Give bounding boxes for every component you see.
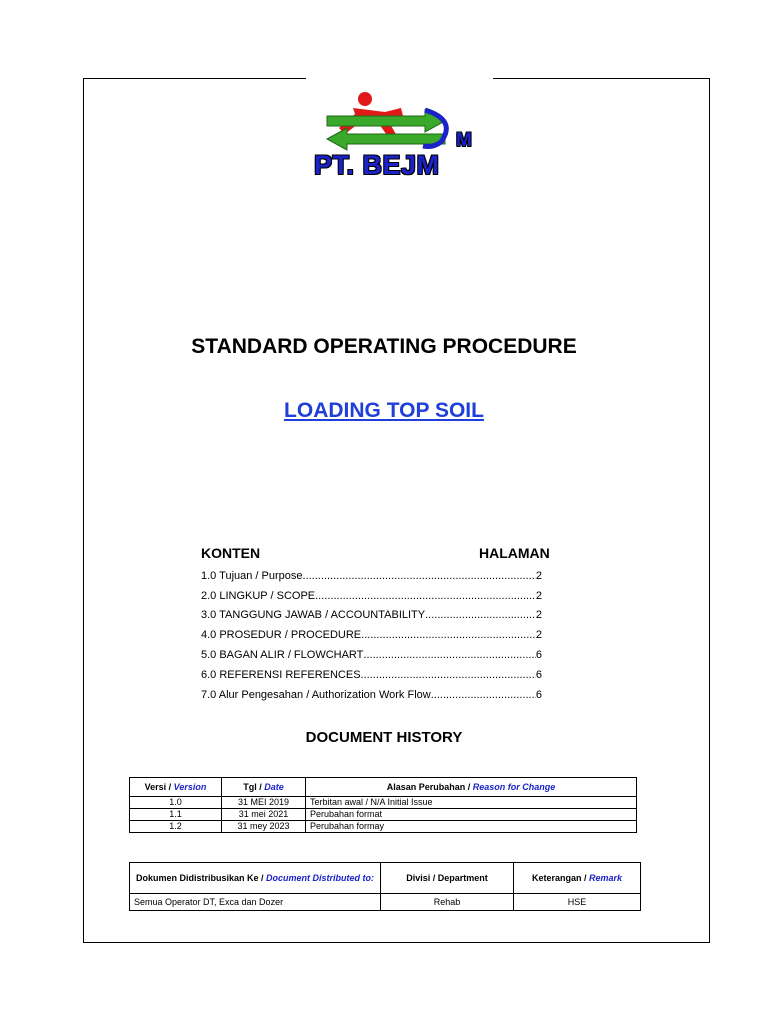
distribution-table [129, 862, 641, 911]
division-cell: Rehab [381, 894, 514, 911]
date-cell: 31 mei 2021 [222, 809, 306, 821]
col-distributed-to-header: Dokumen Didistribusikan Ke / Document Distributed to: [130, 863, 381, 894]
logo-mark: M [456, 130, 472, 151]
logo-figure-head [358, 92, 372, 106]
toc-item[interactable]: 7.0 Alur Pengesahan / Authorization Work Flow ..... 6 [201, 685, 542, 705]
reason-cell: Perubahan format [306, 809, 637, 821]
col-division-header: Divisi / Department [381, 863, 514, 894]
table-row [130, 797, 637, 809]
border-gap [306, 74, 493, 82]
toc-item[interactable]: 3.0 TANGGUNG JAWAB / ACCOUNTABILITY ..... 2 [201, 606, 542, 626]
toc-item[interactable]: 2.0 LINGKUP / SCOPE ..... 2 [201, 586, 542, 606]
toc-item[interactable]: 1.0 Tujuan / Purpose ..... 2 [201, 566, 542, 586]
date-cell: 31 mey 2023 [222, 821, 306, 833]
version-cell: 1.0 [130, 797, 222, 809]
remark-cell: HSE [514, 894, 641, 911]
document-subtitle[interactable]: LOADING TOP SOIL [284, 399, 484, 422]
document-title: STANDARD OPERATING PROCEDURE [191, 335, 577, 358]
version-cell: 1.2 [130, 821, 222, 833]
distributed-to-cell: Semua Operator DT, Exca dan Dozer [130, 894, 381, 911]
toc-item[interactable]: 6.0 REFERENSI REFERENCES ..... 6 [201, 665, 542, 685]
col-remark-header: Keterangan / Remark [514, 863, 641, 894]
toc-item[interactable]: 4.0 PROSEDUR / PROCEDURE ..... 2 [201, 625, 542, 645]
toc-item[interactable]: 5.0 BAGAN ALIR / FLOWCHART ..... 6 [201, 645, 542, 665]
col-date-header: Tgl / Date [222, 778, 306, 797]
history-title: DOCUMENT HISTORY [305, 729, 463, 746]
col-reason-header: Alasan Perubahan / Reason for Change [306, 778, 637, 797]
date-cell: 31 MEI 2019 [222, 797, 306, 809]
table-row [130, 821, 637, 833]
table-row [130, 894, 641, 911]
history-header-row [130, 778, 637, 797]
distribution-header-row [130, 863, 641, 894]
logo-company-name: PT. BEJM [314, 150, 440, 180]
toc-heading-page: HALAMAN [479, 545, 550, 561]
table-of-contents [201, 566, 542, 705]
toc-heading-content: KONTEN [201, 545, 261, 561]
version-cell: 1.1 [130, 809, 222, 821]
table-row [130, 809, 637, 821]
reason-cell: Perubahan formay [306, 821, 637, 833]
history-table [129, 777, 637, 833]
col-version-header: Versi / Version [130, 778, 222, 797]
reason-cell: Terbitan awal / N/A Initial Issue [306, 797, 637, 809]
